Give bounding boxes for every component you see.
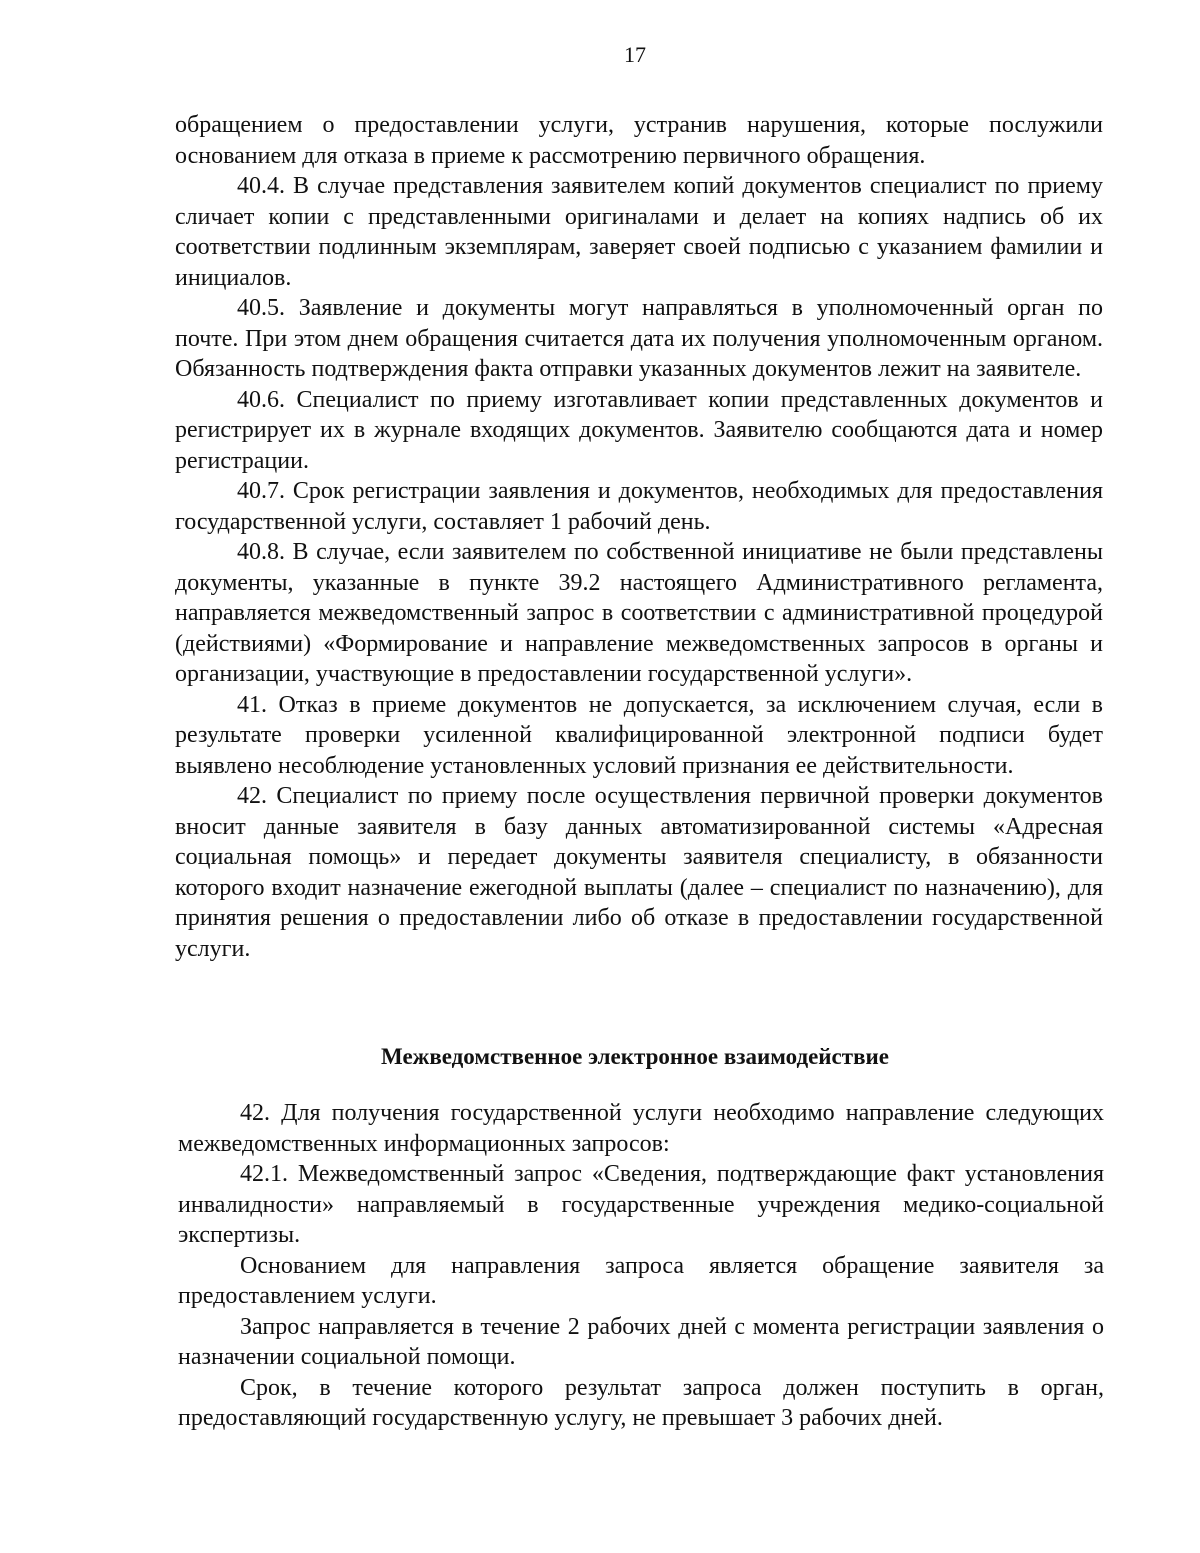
paragraph-40-8: 40.8. В случае, если заявителем по собственной инициативе не были представлены документы, указанные в пункте 39.2 настоящего Административного регламента, направляется межведомственный запрос в соответствии с административной процедурой (действиями) «Формирование и направление межведомственных запросов в органы и организации, участвующие в предоставлении государственной услуги». xyxy=(175,539,1103,687)
paragraph-continuation: обращением о предоставлении услуги, устранив нарушения, которые послужили основанием для отказа в приеме к рассмотрению первичного обращения. xyxy=(175,112,1103,169)
paragraph-request-timing: Запрос направляется в течение 2 рабочих дней с момента регистрации заявления о назначении социальной помощи. xyxy=(178,1313,1104,1370)
paragraph-40-4: 40.4. В случае представления заявителем копий документов специалист по приему сличает копии с представленными оригиналами и делает на копиях надпись об их соответствии подлинным экземплярам, заверяет своей подписью с указанием фамилии и инициалов. xyxy=(175,173,1103,291)
paragraph-42: 42. Специалист по приему после осуществления первичной проверки документов вносит данные заявителя в базу данных автоматизированной системы «Адресная социальная помощь» и передает документы заявителя специалисту, в обязанности которого входит назначение ежегодной выплаты (далее – специалист по назначению), для принятия решения о предоставлении либо об отказе в предоставлении государственной услуги. xyxy=(175,783,1103,962)
paragraph-42-1: 42.1. Межведомственный запрос «Сведения, подтверждающие факт установления инвалидности» направляемый в государственные учреждения медико-социальной экспертизы. xyxy=(178,1161,1104,1248)
page-number: 17 xyxy=(624,42,646,67)
paragraph-40-7: 40.7. Срок регистрации заявления и документов, необходимых для предоставления государственной услуги, составляет 1 рабочий день. xyxy=(175,478,1103,535)
paragraph-40-6: 40.6. Специалист по приему изготавливает копии представленных документов и регистрирует их в журнале входящих документов. Заявителю сообщаются дата и номер регистрации. xyxy=(175,386,1103,474)
paragraph-41: 41. Отказ в приеме документов не допускается, за исключением случая, если в результате проверки усиленной квалифицированной электронной подписи будет выявлено несоблюдение установленных условий признания ее действительности. xyxy=(175,691,1103,779)
section-before-heading xyxy=(175,110,1103,964)
section-heading: Межведомственное электронное взаимодействие xyxy=(381,1044,889,1069)
paragraph-40-5: 40.5. Заявление и документы могут направляться в уполномоченный орган по почте. При этом днем обращения считается дата их получения уполномоченным органом. Обязанность подтверждения факта отправки указанных документов лежит на заявителе. xyxy=(175,295,1103,382)
paragraph-response-deadline: Срок, в течение которого результат запроса должен поступить в орган, предоставляющий государственную услугу, не превышает 3 рабочих дней. xyxy=(178,1374,1104,1431)
paragraph-basis: Основанием для направления запроса является обращение заявителя за предоставлением услуги. xyxy=(178,1252,1104,1309)
section-after-heading xyxy=(178,1098,1104,1434)
paragraph-42-requests: 42. Для получения государственной услуги необходимо направление следующих межведомственных информационных запросов: xyxy=(178,1100,1104,1157)
